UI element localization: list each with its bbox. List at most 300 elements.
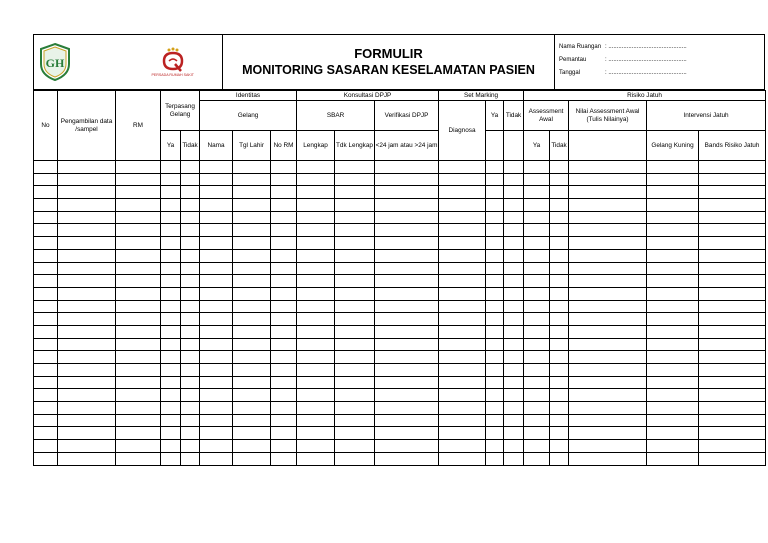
table-cell[interactable] bbox=[34, 300, 58, 313]
table-cell[interactable] bbox=[647, 211, 699, 224]
table-cell[interactable] bbox=[233, 389, 271, 402]
table-cell[interactable] bbox=[647, 440, 699, 453]
table-cell[interactable] bbox=[524, 325, 550, 338]
table-cell[interactable] bbox=[504, 376, 524, 389]
table-cell[interactable] bbox=[486, 313, 504, 326]
table-cell[interactable] bbox=[34, 325, 58, 338]
table-cell[interactable] bbox=[524, 186, 550, 199]
table-cell[interactable] bbox=[569, 440, 647, 453]
table-cell[interactable] bbox=[699, 351, 766, 364]
table-cell[interactable] bbox=[486, 275, 504, 288]
table-cell[interactable] bbox=[34, 389, 58, 402]
table-cell[interactable] bbox=[335, 173, 375, 186]
table-cell[interactable] bbox=[34, 237, 58, 250]
table-cell[interactable] bbox=[335, 249, 375, 262]
table-cell[interactable] bbox=[699, 262, 766, 275]
table-cell[interactable] bbox=[375, 440, 439, 453]
table-cell[interactable] bbox=[116, 186, 161, 199]
table-cell[interactable] bbox=[233, 414, 271, 427]
table-cell[interactable] bbox=[161, 338, 181, 351]
table-cell[interactable] bbox=[200, 402, 233, 415]
table-cell[interactable] bbox=[181, 300, 200, 313]
table-cell[interactable] bbox=[439, 402, 486, 415]
table-cell[interactable] bbox=[181, 440, 200, 453]
table-cell[interactable] bbox=[116, 389, 161, 402]
table-cell[interactable] bbox=[233, 199, 271, 212]
table-cell[interactable] bbox=[181, 224, 200, 237]
table-cell[interactable] bbox=[550, 351, 569, 364]
table-cell[interactable] bbox=[335, 338, 375, 351]
table-cell[interactable] bbox=[486, 249, 504, 262]
table-cell[interactable] bbox=[34, 427, 58, 440]
table-cell[interactable] bbox=[200, 351, 233, 364]
table-cell[interactable] bbox=[524, 275, 550, 288]
table-cell[interactable] bbox=[34, 402, 58, 415]
table-cell[interactable] bbox=[699, 402, 766, 415]
table-cell[interactable] bbox=[297, 402, 335, 415]
table-cell[interactable] bbox=[297, 452, 335, 465]
table-cell[interactable] bbox=[271, 161, 297, 174]
table-cell[interactable] bbox=[200, 364, 233, 377]
table-cell[interactable] bbox=[181, 173, 200, 186]
table-cell[interactable] bbox=[116, 262, 161, 275]
table-cell[interactable] bbox=[375, 249, 439, 262]
table-cell[interactable] bbox=[335, 313, 375, 326]
table-cell[interactable] bbox=[439, 262, 486, 275]
table-cell[interactable] bbox=[200, 287, 233, 300]
table-cell[interactable] bbox=[504, 414, 524, 427]
table-cell[interactable] bbox=[116, 338, 161, 351]
table-cell[interactable] bbox=[699, 427, 766, 440]
table-cell[interactable] bbox=[375, 173, 439, 186]
table-cell[interactable] bbox=[116, 325, 161, 338]
table-cell[interactable] bbox=[161, 364, 181, 377]
table-cell[interactable] bbox=[271, 300, 297, 313]
table-cell[interactable] bbox=[699, 199, 766, 212]
table-cell[interactable] bbox=[34, 313, 58, 326]
table-cell[interactable] bbox=[504, 452, 524, 465]
table-cell[interactable] bbox=[699, 414, 766, 427]
table-cell[interactable] bbox=[34, 224, 58, 237]
table-cell[interactable] bbox=[375, 325, 439, 338]
table-cell[interactable] bbox=[439, 199, 486, 212]
table-cell[interactable] bbox=[116, 313, 161, 326]
table-cell[interactable] bbox=[647, 414, 699, 427]
table-cell[interactable] bbox=[297, 262, 335, 275]
table-cell[interactable] bbox=[58, 414, 116, 427]
table-cell[interactable] bbox=[116, 173, 161, 186]
table-cell[interactable] bbox=[486, 452, 504, 465]
table-cell[interactable] bbox=[486, 338, 504, 351]
table-cell[interactable] bbox=[116, 427, 161, 440]
table-cell[interactable] bbox=[647, 224, 699, 237]
table-cell[interactable] bbox=[335, 427, 375, 440]
table-cell[interactable] bbox=[116, 249, 161, 262]
table-cell[interactable] bbox=[569, 376, 647, 389]
table-cell[interactable] bbox=[297, 211, 335, 224]
table-cell[interactable] bbox=[58, 427, 116, 440]
table-cell[interactable] bbox=[200, 262, 233, 275]
table-cell[interactable] bbox=[271, 440, 297, 453]
table-cell[interactable] bbox=[550, 376, 569, 389]
table-cell[interactable] bbox=[647, 300, 699, 313]
table-cell[interactable] bbox=[439, 389, 486, 402]
table-cell[interactable] bbox=[486, 300, 504, 313]
table-cell[interactable] bbox=[161, 275, 181, 288]
table-cell[interactable] bbox=[271, 211, 297, 224]
table-cell[interactable] bbox=[647, 452, 699, 465]
table-cell[interactable] bbox=[233, 211, 271, 224]
table-cell[interactable] bbox=[550, 275, 569, 288]
table-cell[interactable] bbox=[375, 389, 439, 402]
table-cell[interactable] bbox=[181, 427, 200, 440]
table-cell[interactable] bbox=[504, 402, 524, 415]
table-cell[interactable] bbox=[58, 249, 116, 262]
table-cell[interactable] bbox=[699, 440, 766, 453]
table-cell[interactable] bbox=[550, 287, 569, 300]
table-cell[interactable] bbox=[504, 249, 524, 262]
table-cell[interactable] bbox=[486, 237, 504, 250]
table-cell[interactable] bbox=[375, 376, 439, 389]
table-cell[interactable] bbox=[271, 313, 297, 326]
table-cell[interactable] bbox=[58, 224, 116, 237]
table-cell[interactable] bbox=[58, 211, 116, 224]
table-cell[interactable] bbox=[297, 186, 335, 199]
table-cell[interactable] bbox=[524, 452, 550, 465]
table-cell[interactable] bbox=[233, 300, 271, 313]
table-cell[interactable] bbox=[34, 376, 58, 389]
table-cell[interactable] bbox=[647, 376, 699, 389]
table-cell[interactable] bbox=[486, 211, 504, 224]
table-cell[interactable] bbox=[486, 186, 504, 199]
table-cell[interactable] bbox=[486, 376, 504, 389]
table-cell[interactable] bbox=[161, 199, 181, 212]
table-cell[interactable] bbox=[34, 249, 58, 262]
table-cell[interactable] bbox=[335, 440, 375, 453]
table-cell[interactable] bbox=[200, 224, 233, 237]
table-cell[interactable] bbox=[439, 452, 486, 465]
table-cell[interactable] bbox=[524, 161, 550, 174]
table-cell[interactable] bbox=[439, 351, 486, 364]
table-cell[interactable] bbox=[116, 224, 161, 237]
table-cell[interactable] bbox=[647, 161, 699, 174]
table-cell[interactable] bbox=[271, 224, 297, 237]
table-cell[interactable] bbox=[271, 389, 297, 402]
table-cell[interactable] bbox=[699, 224, 766, 237]
table-cell[interactable] bbox=[297, 351, 335, 364]
table-cell[interactable] bbox=[699, 338, 766, 351]
table-cell[interactable] bbox=[504, 338, 524, 351]
table-cell[interactable] bbox=[271, 376, 297, 389]
table-cell[interactable] bbox=[335, 376, 375, 389]
table-cell[interactable] bbox=[181, 452, 200, 465]
table-cell[interactable] bbox=[569, 287, 647, 300]
table-cell[interactable] bbox=[34, 452, 58, 465]
table-cell[interactable] bbox=[335, 199, 375, 212]
table-cell[interactable] bbox=[375, 452, 439, 465]
table-cell[interactable] bbox=[504, 161, 524, 174]
table-cell[interactable] bbox=[504, 389, 524, 402]
table-cell[interactable] bbox=[647, 287, 699, 300]
table-cell[interactable] bbox=[699, 389, 766, 402]
table-cell[interactable] bbox=[375, 338, 439, 351]
table-cell[interactable] bbox=[34, 262, 58, 275]
table-cell[interactable] bbox=[550, 224, 569, 237]
table-cell[interactable] bbox=[161, 249, 181, 262]
table-cell[interactable] bbox=[200, 452, 233, 465]
table-cell[interactable] bbox=[58, 452, 116, 465]
table-cell[interactable] bbox=[161, 186, 181, 199]
table-cell[interactable] bbox=[181, 414, 200, 427]
table-cell[interactable] bbox=[34, 364, 58, 377]
table-cell[interactable] bbox=[58, 402, 116, 415]
table-cell[interactable] bbox=[550, 325, 569, 338]
table-cell[interactable] bbox=[233, 224, 271, 237]
table-cell[interactable] bbox=[297, 389, 335, 402]
table-cell[interactable] bbox=[699, 211, 766, 224]
table-cell[interactable] bbox=[524, 402, 550, 415]
table-cell[interactable] bbox=[550, 199, 569, 212]
table-cell[interactable] bbox=[569, 402, 647, 415]
table-cell[interactable] bbox=[116, 414, 161, 427]
table-cell[interactable] bbox=[58, 300, 116, 313]
table-cell[interactable] bbox=[486, 402, 504, 415]
table-cell[interactable] bbox=[439, 224, 486, 237]
table-cell[interactable] bbox=[116, 364, 161, 377]
table-cell[interactable] bbox=[524, 249, 550, 262]
table-cell[interactable] bbox=[550, 452, 569, 465]
table-cell[interactable] bbox=[486, 173, 504, 186]
table-cell[interactable] bbox=[297, 440, 335, 453]
table-cell[interactable] bbox=[647, 389, 699, 402]
table-cell[interactable] bbox=[524, 173, 550, 186]
table-cell[interactable] bbox=[375, 237, 439, 250]
table-cell[interactable] bbox=[569, 275, 647, 288]
table-cell[interactable] bbox=[647, 237, 699, 250]
table-cell[interactable] bbox=[439, 173, 486, 186]
table-cell[interactable] bbox=[297, 300, 335, 313]
table-cell[interactable] bbox=[271, 237, 297, 250]
table-cell[interactable] bbox=[271, 173, 297, 186]
table-cell[interactable] bbox=[524, 313, 550, 326]
table-cell[interactable] bbox=[161, 427, 181, 440]
table-cell[interactable] bbox=[161, 161, 181, 174]
table-cell[interactable] bbox=[34, 440, 58, 453]
table-cell[interactable] bbox=[233, 376, 271, 389]
table-cell[interactable] bbox=[200, 414, 233, 427]
table-cell[interactable] bbox=[233, 313, 271, 326]
table-cell[interactable] bbox=[200, 237, 233, 250]
table-cell[interactable] bbox=[699, 249, 766, 262]
table-cell[interactable] bbox=[58, 440, 116, 453]
table-cell[interactable] bbox=[439, 338, 486, 351]
table-cell[interactable] bbox=[486, 199, 504, 212]
table-cell[interactable] bbox=[200, 249, 233, 262]
table-cell[interactable] bbox=[335, 224, 375, 237]
table-cell[interactable] bbox=[181, 402, 200, 415]
table-cell[interactable] bbox=[297, 199, 335, 212]
table-cell[interactable] bbox=[181, 237, 200, 250]
table-cell[interactable] bbox=[161, 224, 181, 237]
table-cell[interactable] bbox=[161, 173, 181, 186]
table-cell[interactable] bbox=[181, 364, 200, 377]
table-cell[interactable] bbox=[233, 173, 271, 186]
table-cell[interactable] bbox=[524, 414, 550, 427]
table-cell[interactable] bbox=[524, 211, 550, 224]
table-cell[interactable] bbox=[233, 325, 271, 338]
table-cell[interactable] bbox=[550, 414, 569, 427]
table-cell[interactable] bbox=[647, 199, 699, 212]
table-cell[interactable] bbox=[271, 275, 297, 288]
table-cell[interactable] bbox=[161, 440, 181, 453]
table-cell[interactable] bbox=[335, 275, 375, 288]
table-cell[interactable] bbox=[335, 452, 375, 465]
table-cell[interactable] bbox=[486, 440, 504, 453]
table-cell[interactable] bbox=[699, 287, 766, 300]
table-cell[interactable] bbox=[504, 262, 524, 275]
table-cell[interactable] bbox=[34, 199, 58, 212]
table-cell[interactable] bbox=[116, 452, 161, 465]
table-cell[interactable] bbox=[439, 249, 486, 262]
table-cell[interactable] bbox=[297, 173, 335, 186]
table-cell[interactable] bbox=[233, 186, 271, 199]
table-cell[interactable] bbox=[335, 262, 375, 275]
table-cell[interactable] bbox=[58, 325, 116, 338]
table-cell[interactable] bbox=[569, 173, 647, 186]
table-cell[interactable] bbox=[699, 173, 766, 186]
table-cell[interactable] bbox=[486, 325, 504, 338]
table-cell[interactable] bbox=[161, 313, 181, 326]
table-cell[interactable] bbox=[335, 402, 375, 415]
table-cell[interactable] bbox=[439, 211, 486, 224]
table-cell[interactable] bbox=[486, 262, 504, 275]
table-cell[interactable] bbox=[550, 161, 569, 174]
table-cell[interactable] bbox=[34, 161, 58, 174]
table-cell[interactable] bbox=[116, 161, 161, 174]
table-cell[interactable] bbox=[550, 364, 569, 377]
table-cell[interactable] bbox=[233, 427, 271, 440]
table-cell[interactable] bbox=[58, 186, 116, 199]
table-cell[interactable] bbox=[550, 237, 569, 250]
table-cell[interactable] bbox=[699, 313, 766, 326]
table-cell[interactable] bbox=[161, 452, 181, 465]
table-cell[interactable] bbox=[181, 338, 200, 351]
table-cell[interactable] bbox=[233, 262, 271, 275]
table-cell[interactable] bbox=[569, 199, 647, 212]
table-cell[interactable] bbox=[271, 325, 297, 338]
table-cell[interactable] bbox=[200, 338, 233, 351]
table-cell[interactable] bbox=[271, 414, 297, 427]
table-cell[interactable] bbox=[375, 402, 439, 415]
table-cell[interactable] bbox=[116, 211, 161, 224]
table-cell[interactable] bbox=[569, 262, 647, 275]
table-cell[interactable] bbox=[335, 351, 375, 364]
table-cell[interactable] bbox=[524, 376, 550, 389]
table-cell[interactable] bbox=[550, 389, 569, 402]
table-cell[interactable] bbox=[524, 440, 550, 453]
table-cell[interactable] bbox=[200, 300, 233, 313]
table-cell[interactable] bbox=[569, 224, 647, 237]
table-cell[interactable] bbox=[699, 452, 766, 465]
table-cell[interactable] bbox=[116, 199, 161, 212]
table-cell[interactable] bbox=[200, 440, 233, 453]
table-cell[interactable] bbox=[161, 389, 181, 402]
table-cell[interactable] bbox=[550, 262, 569, 275]
table-cell[interactable] bbox=[569, 414, 647, 427]
table-cell[interactable] bbox=[335, 186, 375, 199]
table-cell[interactable] bbox=[58, 338, 116, 351]
table-cell[interactable] bbox=[486, 389, 504, 402]
table-cell[interactable] bbox=[524, 364, 550, 377]
table-cell[interactable] bbox=[569, 389, 647, 402]
table-cell[interactable] bbox=[181, 249, 200, 262]
table-cell[interactable] bbox=[58, 275, 116, 288]
table-cell[interactable] bbox=[439, 414, 486, 427]
table-cell[interactable] bbox=[550, 427, 569, 440]
table-cell[interactable] bbox=[181, 287, 200, 300]
table-cell[interactable] bbox=[58, 376, 116, 389]
table-cell[interactable] bbox=[161, 237, 181, 250]
table-cell[interactable] bbox=[524, 237, 550, 250]
table-cell[interactable] bbox=[504, 173, 524, 186]
table-cell[interactable] bbox=[297, 287, 335, 300]
table-cell[interactable] bbox=[569, 211, 647, 224]
table-cell[interactable] bbox=[297, 414, 335, 427]
table-cell[interactable] bbox=[181, 325, 200, 338]
table-cell[interactable] bbox=[486, 427, 504, 440]
table-cell[interactable] bbox=[504, 287, 524, 300]
table-cell[interactable] bbox=[439, 186, 486, 199]
table-cell[interactable] bbox=[375, 199, 439, 212]
table-cell[interactable] bbox=[161, 351, 181, 364]
table-cell[interactable] bbox=[200, 313, 233, 326]
table-cell[interactable] bbox=[58, 313, 116, 326]
table-cell[interactable] bbox=[647, 249, 699, 262]
table-cell[interactable] bbox=[58, 287, 116, 300]
table-cell[interactable] bbox=[375, 351, 439, 364]
table-cell[interactable] bbox=[161, 211, 181, 224]
table-cell[interactable] bbox=[375, 313, 439, 326]
table-cell[interactable] bbox=[569, 161, 647, 174]
table-cell[interactable] bbox=[297, 161, 335, 174]
table-cell[interactable] bbox=[524, 338, 550, 351]
table-cell[interactable] bbox=[297, 338, 335, 351]
table-cell[interactable] bbox=[647, 351, 699, 364]
table-cell[interactable] bbox=[504, 199, 524, 212]
table-cell[interactable] bbox=[233, 402, 271, 415]
table-cell[interactable] bbox=[181, 275, 200, 288]
table-cell[interactable] bbox=[486, 414, 504, 427]
table-cell[interactable] bbox=[271, 287, 297, 300]
table-cell[interactable] bbox=[297, 237, 335, 250]
table-cell[interactable] bbox=[297, 249, 335, 262]
table-cell[interactable] bbox=[58, 199, 116, 212]
table-cell[interactable] bbox=[569, 300, 647, 313]
table-cell[interactable] bbox=[569, 338, 647, 351]
table-cell[interactable] bbox=[699, 275, 766, 288]
table-cell[interactable] bbox=[335, 211, 375, 224]
table-cell[interactable] bbox=[486, 364, 504, 377]
table-cell[interactable] bbox=[181, 161, 200, 174]
table-cell[interactable] bbox=[439, 440, 486, 453]
table-cell[interactable] bbox=[233, 440, 271, 453]
table-cell[interactable] bbox=[161, 287, 181, 300]
table-cell[interactable] bbox=[439, 325, 486, 338]
table-cell[interactable] bbox=[200, 173, 233, 186]
table-cell[interactable] bbox=[181, 186, 200, 199]
table-cell[interactable] bbox=[439, 364, 486, 377]
table-cell[interactable] bbox=[58, 351, 116, 364]
